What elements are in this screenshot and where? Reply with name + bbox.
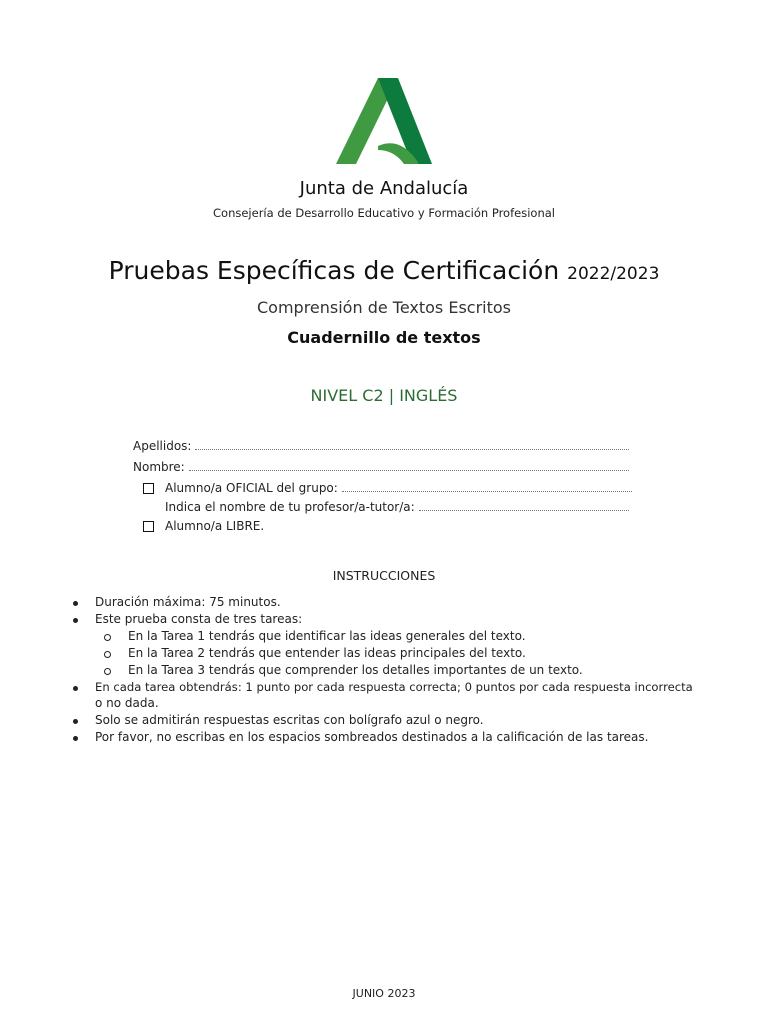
booklet-title: Cuadernillo de textos <box>287 328 481 347</box>
teacher-label: Indica el nombre de tu profesor/a-tutor/a: <box>165 500 415 514</box>
bullet-icon <box>73 618 78 623</box>
instruction-subitem: En la Tarea 1 tendrás que identificar las ideas generales del texto. <box>128 629 526 643</box>
free-student-label: Alumno/a LIBRE. <box>165 519 265 533</box>
name-label: Nombre: <box>133 460 185 474</box>
free-student-checkbox[interactable] <box>143 521 154 532</box>
sub-bullet-icon <box>104 668 111 675</box>
surname-label: Apellidos: <box>133 439 192 453</box>
sub-bullet-icon <box>104 634 111 641</box>
instruction-subitem: En la Tarea 3 tendrás que comprender los detalles importantes de un texto. <box>128 663 583 677</box>
name-field[interactable] <box>133 460 629 474</box>
junta-andalucia-logo-icon <box>334 76 434 164</box>
instruction-item: Duración máxima: 75 minutos. <box>95 595 281 609</box>
official-group-field[interactable] <box>165 481 632 495</box>
official-label: Alumno/a OFICIAL del grupo: <box>165 481 338 495</box>
instruction-item: En cada tarea obtendrás: 1 punto por cada respuesta correcta; 0 puntos por cada respuesta incorrecta <box>95 680 693 694</box>
bullet-icon <box>73 719 78 724</box>
instruction-item: Solo se admitirán respuestas escritas con bolígrafo azul o negro. <box>95 713 484 727</box>
official-dotted-line[interactable] <box>342 481 632 492</box>
org-department: Consejería de Desarrollo Educativo y Formación Profesional <box>213 206 555 220</box>
name-dotted-line[interactable] <box>189 460 629 471</box>
bullet-icon <box>73 686 78 691</box>
title-text: Pruebas Específicas de Certificación <box>108 256 560 285</box>
subtitle: Comprensión de Textos Escritos <box>256 298 512 317</box>
surname-field[interactable] <box>133 439 629 453</box>
instructions-heading: INSTRUCCIONES <box>332 568 436 583</box>
page-title <box>0 256 768 285</box>
footer-date: JUNIO 2023 <box>352 987 416 1000</box>
teacher-field[interactable] <box>165 500 629 514</box>
teacher-dotted-line[interactable] <box>419 500 629 511</box>
sub-bullet-icon <box>104 651 111 658</box>
instruction-item: Este prueba consta de tres tareas: <box>95 612 303 626</box>
title-year: 2022/2023 <box>567 264 660 284</box>
surname-dotted-line[interactable] <box>195 439 629 450</box>
level-language: NIVEL C2 | INGLÉS <box>310 386 458 405</box>
org-name: Junta de Andalucía <box>299 178 469 199</box>
instruction-item: Por favor, no escribas en los espacios sombreados destinados a la calificación de las tareas. <box>95 730 649 744</box>
bullet-icon <box>73 601 78 606</box>
instruction-subitem: En la Tarea 2 tendrás que entender las ideas principales del texto. <box>128 646 526 660</box>
instruction-item-continued: o no dada. <box>95 696 159 710</box>
official-student-checkbox[interactable] <box>143 483 154 494</box>
bullet-icon <box>73 736 78 741</box>
